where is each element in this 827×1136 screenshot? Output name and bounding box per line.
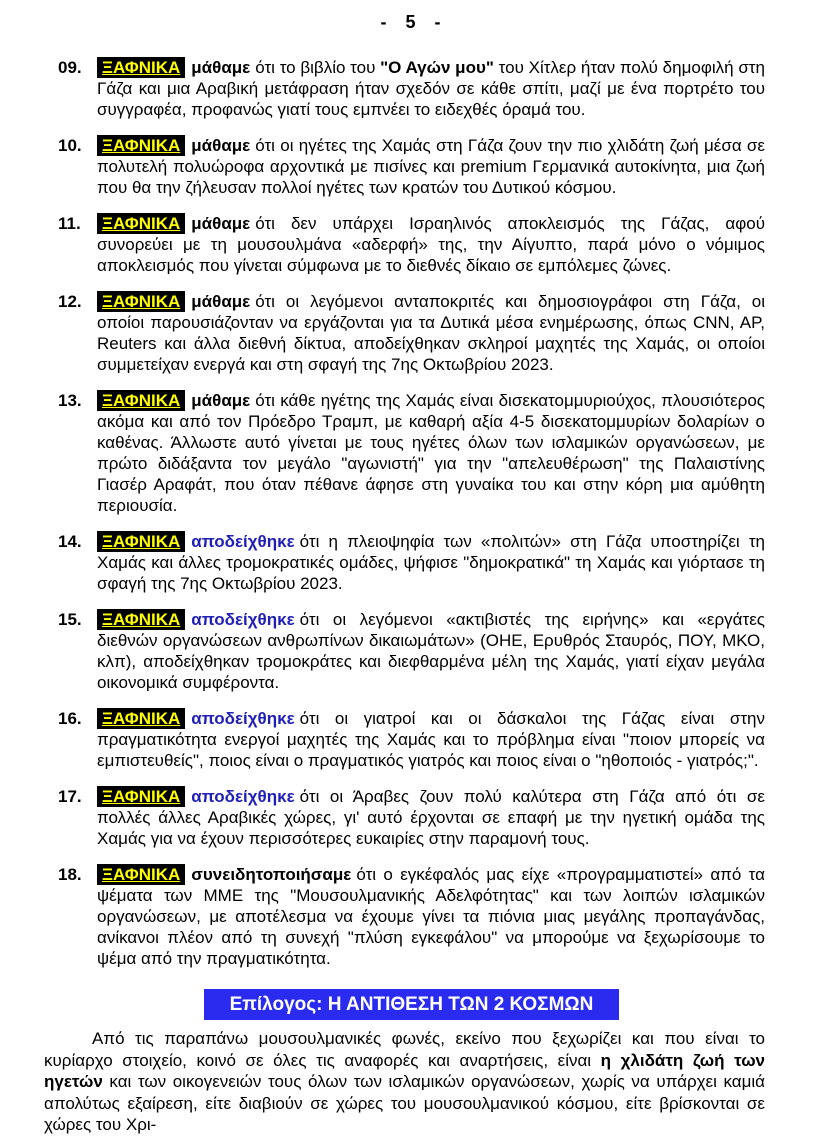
item-number: 18. [58,865,82,884]
list-item [58,531,765,594]
item-number: 13. [58,391,82,410]
list-item [58,135,765,198]
text-segment: ότι οι λεγόμενοι «ακτιβιστές της ειρήνης» και «εργάτες διεθνών οργανώσεων ανθρωπίνων δικαιωμάτων» (ΟΗΕ, Ερυθρός Σταυρός, ΠΟΥ, ΜΚΟ, κλπ), αποδείχθηκαν τρομοκράτες και διεφθαρμένα μέλη της Χαμάς, γιατί είχαν μεγάλα οικονομικά συμφέροντα. [97,610,765,692]
text-segment: ότι το βιβλίο του [255,58,381,77]
item-body [97,390,765,516]
bold-text-segment: η χλιδάτη ζωή των ηγετών [44,1050,766,1091]
item-body [97,291,765,375]
page-number: - 5 - [380,12,443,32]
item-body [97,531,765,594]
highlight-word: ΞΑΦΝΙΚΑ [97,291,185,312]
item-number: 16. [58,709,82,728]
highlight-word: ΞΑΦΝΙΚΑ [97,213,185,234]
bold-text-segment: "Ο Αγών μου" [380,58,494,77]
list-item [58,291,765,375]
highlight-word: ΞΑΦΝΙΚΑ [97,864,185,885]
highlight-word: ΞΑΦΝΙΚΑ [97,531,185,552]
text-segment: και των οικογενειών τους όλων των ισλαμικών οργανώσεων, χωρίς να υπάρχει καμιά απολύτως εξαίρεση, είτε διαβιούν σε χώρες του μουσουλμανικού κόσμου, είτε βρίσκονται σε χώρες του Χρι- [44,1072,765,1134]
highlight-word: ΞΑΦΝΙΚΑ [97,609,185,630]
text-segment: ότι οι Άραβες ζουν πολύ καλύτερα στη Γάζα από ότι σε πολλές άλλες Αραβικές χώρες, γι' αυτό έρχονται σε επαφή με την ηγετική ομάδα της Χαμάς για να έχουν περισσότερες ευκαιρίες στην παραμονή τους. [97,787,765,848]
item-body [97,57,765,120]
epilogue-banner: Επίλογος: Η ΑΝΤΙΘΕΣΗ ΤΩΝ 2 ΚΟΣΜΩΝ [204,989,620,1020]
list-item [58,57,765,120]
item-body [97,786,765,849]
text-segment: ότι οι γιατροί και οι δάσκαλοι της Γάζας είναι στην πραγματικότητα ενεργοί μαχητές της Χαμάς και το πρόβλημα είναι "ποιον μπορείς να εμπιστευθείς", ποιος είναι ο πραγματικός γιατρός και ποιος είναι ο "ηθοποιός - γιατρός;". [97,709,765,770]
list-item [58,390,765,516]
list-item [58,609,765,693]
highlight-word: ΞΑΦΝΙΚΑ [97,135,185,156]
item-verb: μάθαμε [191,292,251,311]
epilogue-paragraph [44,1028,765,1136]
item-number: 14. [58,532,82,551]
text-segment: ότι η πλειοψηφία των «πολιτών» στη Γάζα υποστηρίζει τη Χαμάς και άλλες τρομοκρατικές ομάδες, ψήφισε "δημοκρατικά" τη Χαμάς και γιόρτασε τη σφαγή της 7ης Οκτωβρίου 2023. [97,532,765,593]
item-verb: αποδείχθηκε [191,787,295,806]
text-segment: Από τις παραπάνω μουσουλμανικές φωνές, εκείνο που ξεχωρίζει και που είναι το κυρίαρχο στοιχείο, κοινό σε όλες τις αναφορές και αναρτήσεις, είναι [44,1029,765,1070]
item-verb: μάθαμε [191,136,251,155]
item-verb: αποδείχθηκε [191,532,295,551]
item-body [97,609,765,693]
text-segment: ότι οι ηγέτες της Χαμάς στη Γάζα ζουν την πιο χλιδάτη ζωή μέσα σε πολυτελή πολυώροφα αρχοντικά με πισίνες και premium Γερμανικά αυτοκίνητα, μια ζωή που θα την ζήλευσαν πολλοί ηγέτες των κρατών του Δυτικού κόσμου. [97,136,765,197]
item-verb: αποδείχθηκε [191,709,295,728]
item-list [58,57,765,969]
item-number: 15. [58,610,82,629]
item-number: 10. [58,136,82,155]
list-item [58,864,765,969]
text-segment: ότι δεν υπάρχει Ισραηλινός αποκλεισμός της Γάζας, αφού συνορεύει με τη μουσουλμάνα «αδερφή» της, την Αίγυπτο, παρά μόνο ο νόμιμος αποκλεισμός που γίνεται σύμφωνα με το διεθνές δίκαιο σε εμπόλεμες ζώνες. [97,214,765,275]
text-segment: ότι ο εγκέφαλός μας είχε «προγραμματιστεί» από τα ψέματα των ΜΜΕ της "Μουσουλμανικής Αδελφότητας" και των λοιπών ισλαμικών οργανώσεων, με αποτέλεσμα να έχουμε γίνει τα πιόνια μιας μεγάλης προπαγάνδας, ανίκανοι πλέον από τη συνεχή "πλύση εγκεφάλου" να μπορούμε να ξεχωρίσουμε το ψέμα από την πραγματικότητα. [97,865,765,968]
item-body [97,864,765,969]
item-verb: συνειδητοποιήσαμε [191,865,352,884]
highlight-word: ΞΑΦΝΙΚΑ [97,786,185,807]
item-number: 11. [58,214,81,233]
highlight-word: ΞΑΦΝΙΚΑ [97,708,185,729]
text-segment: ότι οι λεγόμενοι ανταποκριτές και δημοσιογράφοι στη Γάζα, οι οποίοι παρουσιάζονταν να εργάζονται για τα Δυτικά μέσα ενημέρωσης, όπως CNN, AP, Reuters και άλλα διεθνή δίκτυα, αποδείχθηκαν σκληροί μαχητές της Χαμάς, οι οποίοι συμμετείχαν ενεργά και στη σφαγή της 7ης Οκτωβρίου 2023. [97,292,765,374]
item-body [97,135,765,198]
item-verb: μάθαμε [191,214,251,233]
list-item [58,708,765,771]
item-body [97,708,765,771]
highlight-word: ΞΑΦΝΙΚΑ [97,57,185,78]
text-segment: ότι κάθε ηγέτης της Χαμάς είναι δισεκατομμυριούχος, πλουσιότερος ακόμα και από τον Πρόεδρο Τραμπ, με καθαρή αξία 4-5 δισεκατομμυρίων δολαρίων ο καθένας. Άλλωστε αυτό γίνεται με τους ηγέτες όλων των ισλαμικών οργανώσεων, με πρώτο διδάξαντα τον μεγάλο "αγωνιστή" για την "απελευθέρωση" της Παλαιστίνης Γιασέρ Αραφάτ, που όταν πέθανε άφησε στη γυναίκα του και στην κόρη μια αμύθητη περιουσία. [97,391,765,515]
item-number: 17. [58,787,82,806]
item-verb: αποδείχθηκε [191,610,295,629]
list-item [58,213,765,276]
text-segment: του Χίτλερ ήταν πολύ δημοφιλή στη Γάζα και μια Αραβική μετάφραση ήταν σχεδόν σε κάθε σπίτι, μαζί με ένα πορτρέτο του συγγραφέα, προφανώς γιατί τους εμπνέει το ειδεχθές όραμά του. [97,58,765,119]
item-number: 09. [58,58,82,77]
item-verb: μάθαμε [191,391,251,410]
item-number: 12. [58,292,82,311]
list-item [58,786,765,849]
item-verb: μάθαμε [191,58,251,77]
item-body [97,213,765,276]
highlight-word: ΞΑΦΝΙΚΑ [97,390,185,411]
